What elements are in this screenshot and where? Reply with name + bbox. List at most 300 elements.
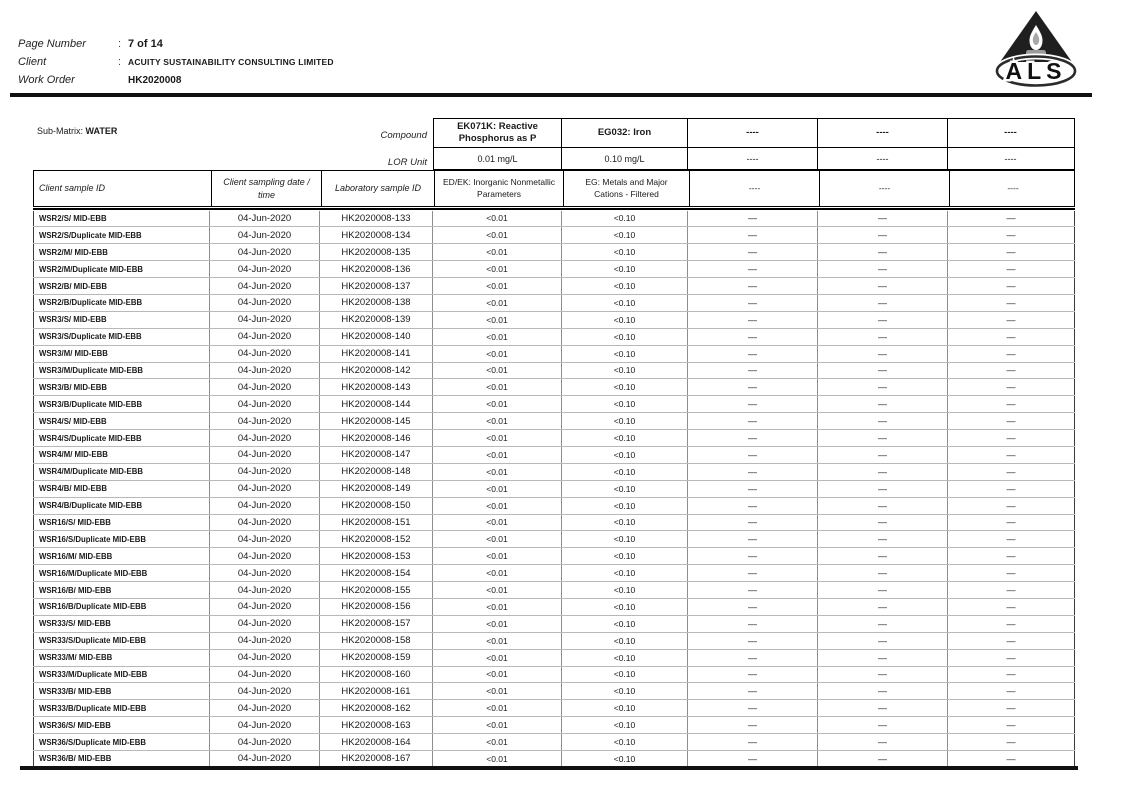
- value-eg032: <0.10: [562, 363, 688, 379]
- client-sample-id: WSR3/S/ MID-EBB: [33, 312, 210, 328]
- lab-sample-id: HK2020008-133: [320, 211, 433, 227]
- value-col8: —: [948, 278, 1075, 294]
- value-col6: —: [688, 700, 818, 716]
- table-row: [33, 379, 1075, 396]
- value-col6: —: [688, 244, 818, 260]
- value-col8: —: [948, 582, 1075, 598]
- value-col8: —: [948, 211, 1075, 227]
- value-ek071k: <0.01: [433, 751, 562, 767]
- sampling-date: 04-Jun-2020: [210, 312, 320, 328]
- value-col6: —: [688, 464, 818, 480]
- lab-sample-id: HK2020008-158: [320, 633, 433, 649]
- value-col6: —: [688, 548, 818, 564]
- value-col8: —: [948, 700, 1075, 716]
- client-sample-id: WSR16/M/Duplicate MID-EBB: [33, 565, 210, 581]
- sampling-date: 04-Jun-2020: [210, 379, 320, 395]
- separator: :: [118, 38, 122, 50]
- lab-sample-id: HK2020008-160: [320, 667, 433, 683]
- value-col6: —: [688, 734, 818, 750]
- client-label: Client: [18, 56, 47, 68]
- method-group: EG: Metals and Major Cations - Filtered: [563, 171, 689, 206]
- sampling-date: 04-Jun-2020: [210, 515, 320, 531]
- lab-sample-id: HK2020008-161: [320, 683, 433, 699]
- table-row: [33, 396, 1075, 413]
- value-col6: —: [688, 312, 818, 328]
- value-col7: —: [818, 515, 948, 531]
- value-eg032: <0.10: [562, 531, 688, 547]
- lab-sample-id: HK2020008-157: [320, 616, 433, 632]
- table-row: [33, 278, 1075, 295]
- lab-sample-id: HK2020008-146: [320, 430, 433, 446]
- sampling-date: 04-Jun-2020: [210, 565, 320, 581]
- table-row: [33, 616, 1075, 633]
- client-sample-id: WSR33/B/Duplicate MID-EBB: [33, 700, 210, 716]
- lor-unit-label: LOR Unit: [387, 157, 427, 168]
- value-eg032: <0.10: [562, 498, 688, 514]
- sampling-date: 04-Jun-2020: [210, 633, 320, 649]
- value-col7: —: [818, 430, 948, 446]
- value-col6: —: [688, 329, 818, 345]
- lor-row: [434, 148, 1074, 169]
- client-sample-id: WSR16/S/ MID-EBB: [33, 515, 210, 531]
- value-ek071k: <0.01: [433, 683, 562, 699]
- value-eg032: <0.10: [562, 734, 688, 750]
- value-col6: —: [688, 650, 818, 666]
- client-sample-id-header: Client sample ID: [39, 183, 106, 194]
- value-eg032: <0.10: [562, 700, 688, 716]
- sampling-date: 04-Jun-2020: [210, 683, 320, 699]
- lab-sample-id: HK2020008-162: [320, 700, 433, 716]
- client-sample-id: WSR36/S/ MID-EBB: [33, 717, 210, 733]
- header-rule: [10, 93, 1092, 97]
- value-col6: —: [688, 447, 818, 463]
- sampling-date: 04-Jun-2020: [210, 261, 320, 277]
- value-ek071k: <0.01: [433, 667, 562, 683]
- value-eg032: <0.10: [562, 447, 688, 463]
- value-ek071k: <0.01: [433, 278, 562, 294]
- value-col8: —: [948, 295, 1075, 311]
- value-ek071k: <0.01: [433, 295, 562, 311]
- value-col7: —: [818, 413, 948, 429]
- value-eg032: <0.10: [562, 312, 688, 328]
- value-col8: —: [948, 363, 1075, 379]
- als-logo: [990, 8, 1082, 90]
- value-ek071k: <0.01: [433, 329, 562, 345]
- client-sample-id: WSR4/M/ MID-EBB: [33, 447, 210, 463]
- client-sample-id: WSR4/S/Duplicate MID-EBB: [33, 430, 210, 446]
- value-eg032: <0.10: [562, 582, 688, 598]
- sampling-date: 04-Jun-2020: [210, 278, 320, 294]
- als-logo-text: ALS: [1005, 58, 1067, 84]
- table-row: [33, 363, 1075, 380]
- compound-label: Compound: [380, 130, 427, 141]
- table-row: [33, 700, 1075, 717]
- value-col7: —: [818, 464, 948, 480]
- value-ek071k: <0.01: [433, 227, 562, 243]
- value-col6: —: [688, 667, 818, 683]
- table-row: [33, 667, 1075, 684]
- lor-value: ----: [817, 148, 947, 169]
- als-logo-icon: [990, 8, 1082, 90]
- value-col8: —: [948, 312, 1075, 328]
- value-col6: —: [688, 379, 818, 395]
- value-ek071k: <0.01: [433, 616, 562, 632]
- value-col8: —: [948, 667, 1075, 683]
- table-row: [33, 211, 1075, 228]
- client-sample-id: WSR36/B/ MID-EBB: [33, 751, 210, 767]
- value-col6: —: [688, 227, 818, 243]
- value-col7: —: [818, 531, 948, 547]
- table-row: [33, 599, 1075, 616]
- value-col7: —: [818, 278, 948, 294]
- value-col7: —: [818, 717, 948, 733]
- value-ek071k: <0.01: [433, 700, 562, 716]
- lab-sample-id: HK2020008-137: [320, 278, 433, 294]
- value-col8: —: [948, 430, 1075, 446]
- value-ek071k: <0.01: [433, 565, 562, 581]
- value-col6: —: [688, 616, 818, 632]
- value-col8: —: [948, 447, 1075, 463]
- client-row: [18, 56, 334, 74]
- separator: :: [118, 56, 122, 68]
- lab-sample-id: HK2020008-141: [320, 346, 433, 362]
- lab-sample-id: HK2020008-159: [320, 650, 433, 666]
- value-col7: —: [818, 565, 948, 581]
- sampling-date: 04-Jun-2020: [210, 346, 320, 362]
- value-col6: —: [688, 531, 818, 547]
- lab-sample-id: HK2020008-145: [320, 413, 433, 429]
- client-sample-id: WSR16/M/ MID-EBB: [33, 548, 210, 564]
- sampling-date: 04-Jun-2020: [210, 464, 320, 480]
- lab-sample-id: HK2020008-156: [320, 599, 433, 615]
- value-col6: —: [688, 565, 818, 581]
- value-col8: —: [948, 616, 1075, 632]
- sampling-date: 04-Jun-2020: [210, 211, 320, 227]
- value-col8: —: [948, 261, 1075, 277]
- sampling-date: 04-Jun-2020: [210, 295, 320, 311]
- value-eg032: <0.10: [562, 481, 688, 497]
- value-eg032: <0.10: [562, 413, 688, 429]
- value-col8: —: [948, 244, 1075, 260]
- client-sample-id: WSR33/S/Duplicate MID-EBB: [33, 633, 210, 649]
- value-col7: —: [818, 396, 948, 412]
- value-col6: —: [688, 683, 818, 699]
- value-col8: —: [948, 633, 1075, 649]
- sampling-date: 04-Jun-2020: [210, 616, 320, 632]
- sampling-date: 04-Jun-2020: [210, 700, 320, 716]
- value-col7: —: [818, 481, 948, 497]
- value-col7: —: [818, 498, 948, 514]
- value-col8: —: [948, 515, 1075, 531]
- value-col8: —: [948, 329, 1075, 345]
- value-col8: —: [948, 734, 1075, 750]
- value-col8: —: [948, 650, 1075, 666]
- value-ek071k: <0.01: [433, 379, 562, 395]
- value-col7: —: [818, 227, 948, 243]
- work-order-row: [18, 74, 334, 92]
- value-ek071k: <0.01: [433, 430, 562, 446]
- value-eg032: <0.10: [562, 565, 688, 581]
- value-col6: —: [688, 582, 818, 598]
- lab-sample-id: HK2020008-144: [320, 396, 433, 412]
- lab-sample-id: HK2020008-152: [320, 531, 433, 547]
- sampling-date: 04-Jun-2020: [210, 667, 320, 683]
- sampling-date: 04-Jun-2020: [210, 548, 320, 564]
- sampling-date: 04-Jun-2020: [210, 329, 320, 345]
- value-eg032: <0.10: [562, 278, 688, 294]
- work-order-value: HK2020008: [128, 75, 182, 86]
- value-col7: —: [818, 211, 948, 227]
- lab-sample-id: HK2020008-163: [320, 717, 433, 733]
- client-sample-id: WSR3/M/ MID-EBB: [33, 346, 210, 362]
- value-eg032: <0.10: [562, 211, 688, 227]
- value-col8: —: [948, 599, 1075, 615]
- method-group: ----: [949, 171, 1076, 206]
- lab-sample-id: HK2020008-135: [320, 244, 433, 260]
- value-col6: —: [688, 396, 818, 412]
- lab-sample-id: HK2020008-140: [320, 329, 433, 345]
- value-eg032: <0.10: [562, 717, 688, 733]
- value-col7: —: [818, 582, 948, 598]
- value-ek071k: <0.01: [433, 312, 562, 328]
- value-col8: —: [948, 717, 1075, 733]
- table-row: [33, 346, 1075, 363]
- value-eg032: <0.10: [562, 751, 688, 767]
- sampling-date: 04-Jun-2020: [210, 227, 320, 243]
- value-ek071k: <0.01: [433, 211, 562, 227]
- lab-sample-id: HK2020008-164: [320, 734, 433, 750]
- sampling-date: 04-Jun-2020: [210, 481, 320, 497]
- value-col6: —: [688, 481, 818, 497]
- table-row: [33, 295, 1075, 312]
- lab-sample-id: HK2020008-151: [320, 515, 433, 531]
- table-row: [33, 329, 1075, 346]
- client-sample-id: WSR36/S/Duplicate MID-EBB: [33, 734, 210, 750]
- lor-value: ----: [947, 148, 1073, 169]
- value-col6: —: [688, 430, 818, 446]
- value-col7: —: [818, 346, 948, 362]
- value-ek071k: <0.01: [433, 498, 562, 514]
- value-col8: —: [948, 565, 1075, 581]
- client-sample-id: WSR2/B/Duplicate MID-EBB: [33, 295, 210, 311]
- value-col7: —: [818, 751, 948, 767]
- analytic-header: [433, 118, 1075, 170]
- lab-sample-id: HK2020008-149: [320, 481, 433, 497]
- sampling-date: 04-Jun-2020: [210, 531, 320, 547]
- value-eg032: <0.10: [562, 430, 688, 446]
- value-ek071k: <0.01: [433, 481, 562, 497]
- lab-sample-id: HK2020008-148: [320, 464, 433, 480]
- value-eg032: <0.10: [562, 599, 688, 615]
- value-col7: —: [818, 447, 948, 463]
- client-sample-id: WSR16/B/Duplicate MID-EBB: [33, 599, 210, 615]
- lor-value: 0.01 mg/L: [477, 153, 518, 164]
- table-body: [33, 211, 1075, 768]
- table-row: [33, 312, 1075, 329]
- value-col6: —: [688, 751, 818, 767]
- sampling-date: 04-Jun-2020: [210, 244, 320, 260]
- client-sample-id: WSR4/S/ MID-EBB: [33, 413, 210, 429]
- value-col6: —: [688, 717, 818, 733]
- client-sample-id: WSR33/B/ MID-EBB: [33, 683, 210, 699]
- value-col8: —: [948, 396, 1075, 412]
- client-sample-id: WSR2/M/Duplicate MID-EBB: [33, 261, 210, 277]
- lab-sample-id: HK2020008-136: [320, 261, 433, 277]
- method-group: ----: [819, 171, 949, 206]
- value-col7: —: [818, 650, 948, 666]
- client-sample-id: WSR4/B/ MID-EBB: [33, 481, 210, 497]
- lab-sample-id: HK2020008-142: [320, 363, 433, 379]
- value-col7: —: [818, 261, 948, 277]
- value-col8: —: [948, 346, 1075, 362]
- table-row: [33, 261, 1075, 278]
- value-ek071k: <0.01: [433, 717, 562, 733]
- lab-sample-id: HK2020008-153: [320, 548, 433, 564]
- value-col8: —: [948, 751, 1075, 767]
- value-ek071k: <0.01: [433, 413, 562, 429]
- lor-value: ----: [687, 148, 817, 169]
- sampling-date: 04-Jun-2020: [210, 430, 320, 446]
- value-ek071k: <0.01: [433, 244, 562, 260]
- lor-value: 0.10 mg/L: [561, 148, 687, 169]
- table-row: [33, 498, 1075, 515]
- lab-sample-id: HK2020008-134: [320, 227, 433, 243]
- value-eg032: <0.10: [562, 616, 688, 632]
- value-col8: —: [948, 413, 1075, 429]
- value-col7: —: [818, 734, 948, 750]
- table-row: [33, 650, 1075, 667]
- value-ek071k: <0.01: [433, 548, 562, 564]
- value-col6: —: [688, 413, 818, 429]
- value-col7: —: [818, 295, 948, 311]
- table-row: [33, 244, 1075, 261]
- client-sample-id: WSR2/M/ MID-EBB: [33, 244, 210, 260]
- value-col7: —: [818, 700, 948, 716]
- table-row: [33, 582, 1075, 599]
- client-sample-id: WSR4/M/Duplicate MID-EBB: [33, 464, 210, 480]
- value-col6: —: [688, 278, 818, 294]
- compound-name: ----: [687, 119, 817, 147]
- client-sample-id: WSR2/S/Duplicate MID-EBB: [33, 227, 210, 243]
- client-sample-id: WSR3/M/Duplicate MID-EBB: [33, 363, 210, 379]
- value-eg032: <0.10: [562, 329, 688, 345]
- value-ek071k: <0.01: [433, 515, 562, 531]
- page-number-label: Page Number: [18, 38, 86, 50]
- sampling-date: 04-Jun-2020: [210, 498, 320, 514]
- value-col6: —: [688, 363, 818, 379]
- value-col8: —: [948, 379, 1075, 395]
- value-ek071k: <0.01: [433, 633, 562, 649]
- value-ek071k: <0.01: [433, 346, 562, 362]
- sub-matrix-value: WATER: [85, 126, 118, 136]
- value-col6: —: [688, 261, 818, 277]
- work-order-label: Work Order: [18, 74, 75, 86]
- lab-sample-id: HK2020008-155: [320, 582, 433, 598]
- method-group: ED/EK: Inorganic Nonmetallic Parameters: [434, 171, 563, 206]
- value-col8: —: [948, 531, 1075, 547]
- value-col6: —: [688, 599, 818, 615]
- column-header-row: [33, 170, 1075, 207]
- value-eg032: <0.10: [562, 295, 688, 311]
- sub-matrix-label: Sub-Matrix:: [37, 126, 84, 136]
- client-sample-id: WSR16/S/Duplicate MID-EBB: [33, 531, 210, 547]
- value-ek071k: <0.01: [433, 447, 562, 463]
- method-group: ----: [689, 171, 819, 206]
- footer-rule: [20, 766, 1078, 770]
- value-col8: —: [948, 498, 1075, 514]
- lab-sample-id: HK2020008-154: [320, 565, 433, 581]
- value-eg032: <0.10: [562, 379, 688, 395]
- value-ek071k: <0.01: [433, 531, 562, 547]
- compound-row: [434, 119, 1074, 148]
- value-eg032: <0.10: [562, 667, 688, 683]
- value-col6: —: [688, 633, 818, 649]
- sampling-date: 04-Jun-2020: [210, 599, 320, 615]
- lab-sample-id: HK2020008-139: [320, 312, 433, 328]
- table-row: [33, 531, 1075, 548]
- lab-sample-id-header: Laboratory sample ID: [321, 171, 434, 206]
- compound-name: EG032: Iron: [561, 119, 687, 147]
- value-eg032: <0.10: [562, 261, 688, 277]
- table-row: [33, 464, 1075, 481]
- client-sample-id: WSR3/B/Duplicate MID-EBB: [33, 396, 210, 412]
- table-row: [33, 717, 1075, 734]
- value-col8: —: [948, 548, 1075, 564]
- client-sample-id: WSR16/B/ MID-EBB: [33, 582, 210, 598]
- sampling-date: 04-Jun-2020: [210, 413, 320, 429]
- value-ek071k: <0.01: [433, 396, 562, 412]
- value-eg032: <0.10: [562, 633, 688, 649]
- table-row: [33, 447, 1075, 464]
- client-sample-id: WSR2/B/ MID-EBB: [33, 278, 210, 294]
- client-sample-id: WSR33/S/ MID-EBB: [33, 616, 210, 632]
- table-row: [33, 413, 1075, 430]
- compound-name: ----: [817, 119, 947, 147]
- table-row: [33, 633, 1075, 650]
- table-row: [33, 515, 1075, 532]
- value-col6: —: [688, 346, 818, 362]
- table-row: [33, 430, 1075, 447]
- sampling-date: 04-Jun-2020: [210, 363, 320, 379]
- value-ek071k: <0.01: [433, 261, 562, 277]
- value-ek071k: <0.01: [433, 599, 562, 615]
- value-col7: —: [818, 363, 948, 379]
- value-col8: —: [948, 481, 1075, 497]
- client-sample-id: WSR4/B/Duplicate MID-EBB: [33, 498, 210, 514]
- sampling-date: 04-Jun-2020: [210, 751, 320, 767]
- value-ek071k: <0.01: [433, 363, 562, 379]
- compound-name: EK071K: Reactive Phosphorus as P: [457, 121, 538, 144]
- value-col7: —: [818, 312, 948, 328]
- page-number-value: 7 of 14: [128, 38, 163, 50]
- table-row: [33, 227, 1075, 244]
- sampling-date: 04-Jun-2020: [210, 447, 320, 463]
- value-col8: —: [948, 683, 1075, 699]
- value-ek071k: <0.01: [433, 650, 562, 666]
- sampling-date: 04-Jun-2020: [210, 650, 320, 666]
- lab-sample-id: HK2020008-147: [320, 447, 433, 463]
- value-col7: —: [818, 379, 948, 395]
- value-col7: —: [818, 599, 948, 615]
- value-eg032: <0.10: [562, 396, 688, 412]
- compound-name: ----: [947, 119, 1073, 147]
- table-row: [33, 548, 1075, 565]
- value-ek071k: <0.01: [433, 734, 562, 750]
- value-eg032: <0.10: [562, 244, 688, 260]
- sampling-date: 04-Jun-2020: [210, 734, 320, 750]
- client-sample-id: WSR3/B/ MID-EBB: [33, 379, 210, 395]
- value-eg032: <0.10: [562, 464, 688, 480]
